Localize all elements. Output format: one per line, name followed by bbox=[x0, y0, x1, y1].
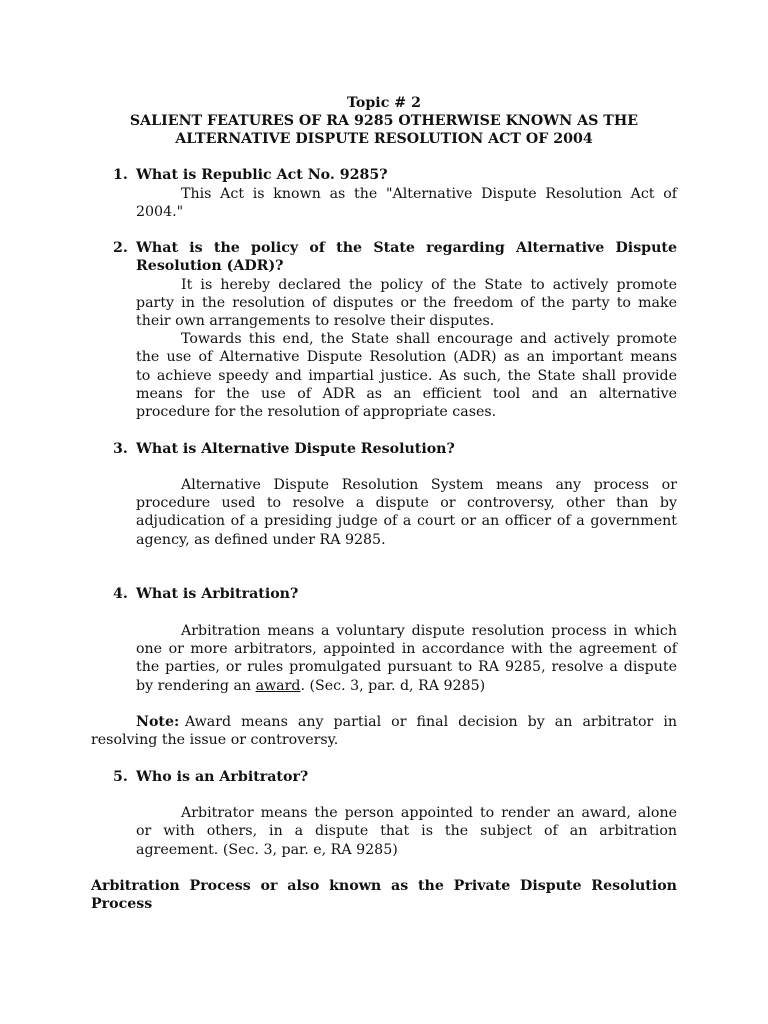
q1-question: What is Republic Act No. 9285? bbox=[136, 167, 388, 183]
q5-number: 5. bbox=[113, 769, 128, 785]
q2-para2-line-4: means for the use of ADR as an efficient tool and an alternative bbox=[136, 386, 677, 402]
q3-line-1: Alternative Dispute Resolution System means any process or bbox=[181, 477, 677, 493]
note-line-2: resolving the issue or controversy. bbox=[91, 732, 339, 748]
q4-line-4-start: by rendering an bbox=[136, 678, 256, 694]
q4-number: 4. bbox=[113, 586, 128, 602]
q1-answer-line-1: This Act is known as the "Alternative Dispute Resolution Act of bbox=[181, 186, 677, 202]
q1-answer-line-2: 2004." bbox=[136, 204, 184, 220]
q2-para1-line-3: their own arrangements to resolve their disputes. bbox=[136, 313, 495, 329]
note-line-1: Award means any partial or final decision by an arbitrator in bbox=[185, 714, 677, 730]
q5-line-2: or with others, in a dispute that is the subject of an arbitration bbox=[136, 823, 677, 839]
closing-heading-line-2: Process bbox=[91, 896, 153, 912]
q2-question-line-1: What is the policy of the State regarding Alternative Dispute bbox=[136, 240, 677, 256]
q4-line-3: the parties, or rules promulgated pursuant to RA 9285, resolve a dispute bbox=[136, 659, 677, 675]
q4-question: What is Arbitration? bbox=[136, 586, 299, 602]
q2-para2-line-5: procedure for the resolution of appropriate cases. bbox=[136, 404, 497, 420]
closing-heading-line-1: Arbitration Process or also known as the Private Dispute Resolution bbox=[91, 878, 677, 894]
q2-question-line-2: Resolution (ADR)? bbox=[136, 258, 284, 274]
q2-para1-line-1: It is hereby declared the policy of the State to actively promote bbox=[181, 277, 677, 293]
topic-label: Topic # 2 bbox=[347, 95, 421, 111]
q3-number: 3. bbox=[113, 441, 128, 457]
page-title-line-1: SALIENT FEATURES OF RA 9285 OTHERWISE KNOWN AS THE bbox=[129, 113, 639, 129]
q3-line-2: procedure used to resolve a dispute or controversy, other than by bbox=[136, 495, 677, 511]
q1-number: 1. bbox=[113, 167, 128, 183]
q5-line-3: agreement. (Sec. 3, par. e, RA 9285) bbox=[136, 842, 398, 858]
award-link[interactable]: award bbox=[255, 678, 301, 694]
q2-number: 2. bbox=[113, 240, 128, 256]
q4-line-2: one or more arbitrators, appointed in accordance with the agreement of bbox=[136, 641, 677, 657]
q2-para1-line-2: party in the resolution of disputes or the freedom of the party to make bbox=[136, 295, 677, 311]
q2-para2-line-1: Towards this end, the State shall encourage and actively promote bbox=[181, 331, 677, 347]
q3-line-4: agency, as defined under RA 9285. bbox=[136, 532, 386, 548]
q3-line-3: adjudication of a presiding judge of a court or an officer of a government bbox=[136, 513, 677, 529]
q3-question: What is Alternative Dispute Resolution? bbox=[136, 441, 455, 457]
page-title-line-2: ALTERNATIVE DISPUTE RESOLUTION ACT OF 2004 bbox=[175, 131, 593, 147]
q4-line-4-end: . (Sec. 3, par. d, RA 9285) bbox=[300, 678, 486, 694]
q4-line-1: Arbitration means a voluntary dispute resolution process in which bbox=[181, 623, 677, 639]
q5-line-1: Arbitrator means the person appointed to render an award, alone bbox=[181, 805, 677, 821]
q2-para2-line-2: the use of Alternative Dispute Resolution (ADR) as an important means bbox=[136, 349, 677, 365]
note-label: Note: bbox=[136, 714, 180, 730]
q4-line-4 bbox=[136, 677, 485, 695]
q5-question: Who is an Arbitrator? bbox=[136, 769, 309, 785]
q2-para2-line-3: to achieve speedy and impartial justice. As such, the State shall provide bbox=[136, 368, 677, 384]
